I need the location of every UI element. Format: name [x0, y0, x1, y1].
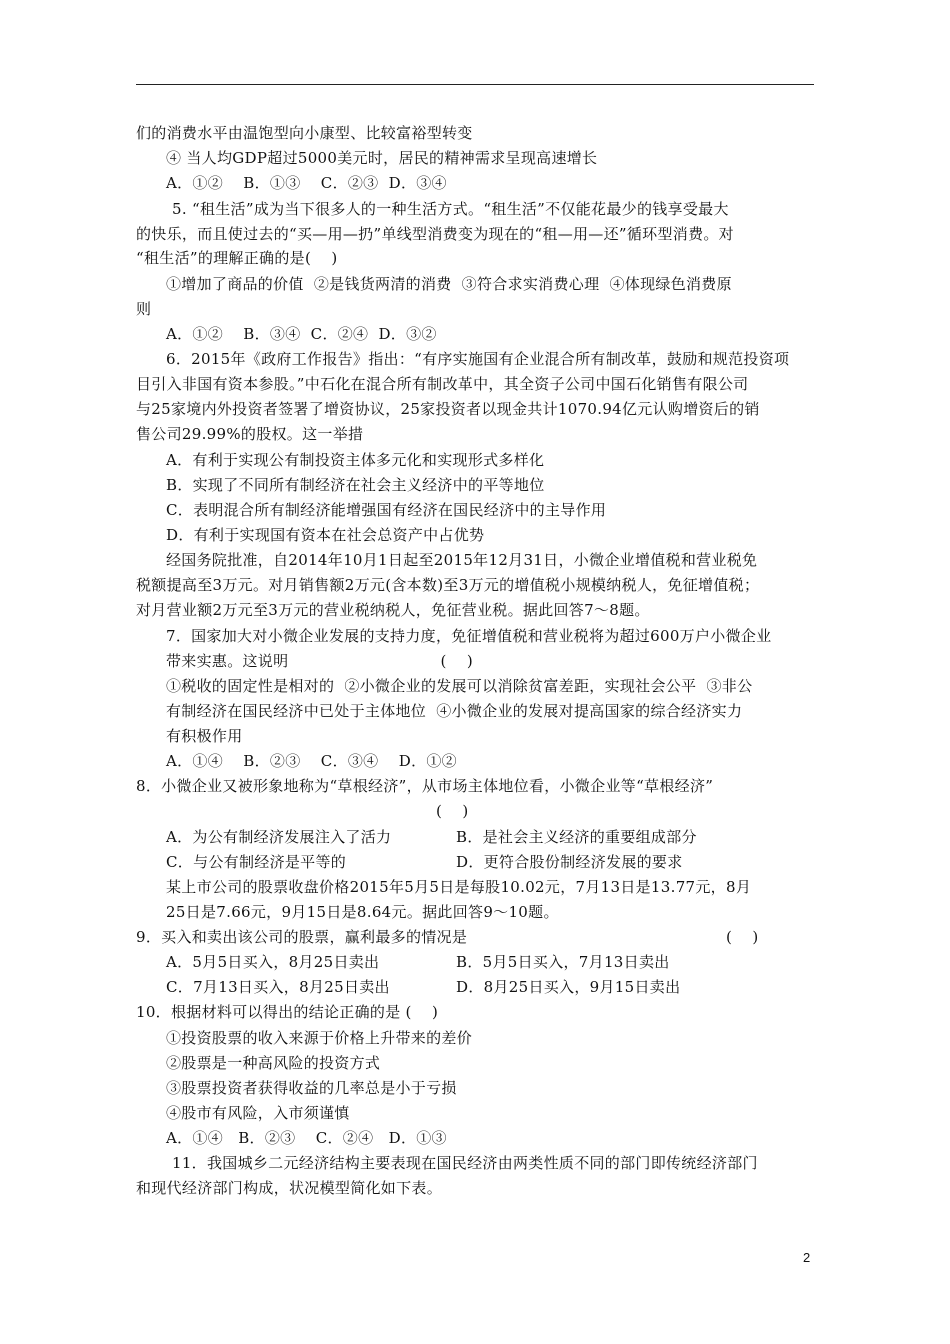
- text-line: ②股票是一种高风险的投资方式: [166, 1054, 381, 1072]
- text-line: 们的消费水平由温饱型向小康型、比较富裕型转变: [136, 124, 473, 142]
- text-line: A．①② B．③④ C．②④ D．③②: [166, 325, 437, 343]
- text-line: 目引入非国有资本参股。”中石化在混合所有制改革中，其全资子公司中国石化销售有限公司: [136, 375, 749, 393]
- text-line: A．①④ B．②③ C．③④ D．①②: [166, 752, 457, 770]
- text-line: “租生活”的理解正确的是( ): [136, 249, 338, 267]
- text-line: ④股市有风险，入市须谨慎: [166, 1104, 350, 1122]
- text-line: ( ): [726, 928, 759, 946]
- text-line: 有制经济在国民经济中已处于主体地位 ④小微企业的发展对提高国家的综合经济实力: [166, 702, 743, 720]
- text-line: A．①④ B．②③ C．②④ D．①③: [166, 1129, 447, 1147]
- text-line: 8．小微企业又被形象地称为“草根经济”，从市场主体地位看，小微企业等“草根经济”: [136, 777, 714, 795]
- text-line: B．是社会主义经济的重要组成部分: [456, 828, 697, 846]
- text-line: ①增加了商品的价值 ②是钱货两清的消费 ③符合求实消费心理 ④体现绿色消费原: [166, 275, 732, 293]
- text-line: D．更符合股份制经济发展的要求: [456, 853, 683, 871]
- text-line: 经国务院批准，自2014年10月1日起至2015年12月31日，小微企业增值税和营业税免: [166, 551, 758, 569]
- text-line: 6．2015年《政府工作报告》指出：“有序实施国有企业混合所有制改革，鼓励和规范投资项: [166, 350, 790, 368]
- text-line: A．①② B．①③ C．②③ D．③④: [166, 174, 447, 192]
- text-line: 和现代经济部门构成，状况模型简化如下表。: [136, 1179, 443, 1197]
- text-line: D．有利于实现国有资本在社会总资产中占优势: [166, 526, 485, 544]
- text-line: 与25家境内外投资者签署了增资协议，25家投资者以现金共计1070.94亿元认购增资后的销: [136, 400, 760, 418]
- text-line: D．8月25日买入，9月15日卖出: [456, 978, 681, 996]
- text-line: 的快乐，而且使过去的“买—用—扔”单线型消费变为现在的“租—用—还”循环型消费。对: [136, 225, 734, 243]
- page-number: 2: [803, 1250, 811, 1265]
- text-line: 5. “租生活”成为当下很多人的一种生活方式。“租生活”不仅能花最少的钱享受最大: [172, 200, 729, 218]
- text-line: A．有利于实现公有制投资主体多元化和实现形式多样化: [166, 451, 545, 469]
- text-line: B．实现了不同所有制经济在社会主义经济中的平等地位: [166, 476, 545, 494]
- text-line: ( ): [436, 802, 469, 820]
- text-line: 10．根据材料可以得出的结论正确的是 ( ): [136, 1003, 439, 1021]
- text-line: A．为公有制经济发展注入了活力: [166, 828, 392, 846]
- header-rule: [136, 84, 814, 85]
- text-line: C．表明混合所有制经济能增强国有经济在国民经济中的主导作用: [166, 501, 607, 519]
- text-line: ③股票投资者获得收益的几率总是小于亏损: [166, 1079, 457, 1097]
- text-line: ①税收的固定性是相对的 ②小微企业的发展可以消除贫富差距，实现社会公平 ③非公: [166, 677, 753, 695]
- text-line: 某上市公司的股票收盘价格2015年5月5日是每股10.02元，7月13日是13.77元，8月: [166, 878, 752, 896]
- text-line: 带来实惠。这说明 ( ): [166, 652, 474, 670]
- text-line: ①投资股票的收入来源于价格上升带来的差价: [166, 1029, 473, 1047]
- text-line: 11．我国城乡二元经济结构主要表现在国民经济由两类性质不同的部门即传统经济部门: [172, 1154, 758, 1172]
- text-line: A．5月5日买入，8月25日卖出: [166, 953, 380, 971]
- text-line: C．7月13日买入，8月25日卖出: [166, 978, 390, 996]
- text-line: 售公司29.99%的股权。这一举措: [136, 425, 364, 443]
- text-line: 则: [136, 300, 152, 318]
- text-line: B．5月5日买入，7月13日卖出: [456, 953, 670, 971]
- text-line: 25日是7.66元，9月15日是8.64元。据此回答9～10题。: [166, 903, 559, 921]
- text-line: 9．买入和卖出该公司的股票，赢利最多的情况是: [136, 928, 468, 946]
- text-line: 税额提高至3万元。对月销售额2万元(含本数)至3万元的增值税小规模纳税人，免征增值税；: [136, 576, 760, 594]
- text-line: 对月营业额2万元至3万元的营业税纳税人，免征营业税。据此回答7～8题。: [136, 601, 650, 619]
- text-line: 有积极作用: [166, 727, 243, 745]
- text-line: C．与公有制经济是平等的: [166, 853, 347, 871]
- text-line: 7．国家加大对小微企业发展的支持力度，免征增值税和营业税将为超过600万户小微企业: [166, 627, 772, 645]
- text-line: ④ 当人均GDP超过5000美元时，居民的精神需求呈现高速增长: [166, 149, 598, 167]
